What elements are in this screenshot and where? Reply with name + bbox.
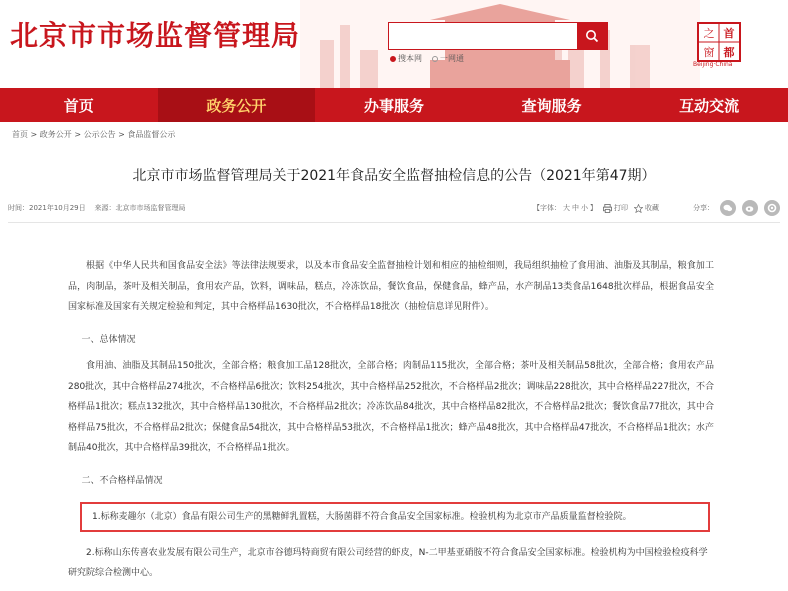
nav-item-interaction[interactable]: 互动交流 bbox=[679, 96, 740, 115]
logo-char: 都 bbox=[723, 46, 735, 59]
search-scope bbox=[390, 53, 464, 64]
section-heading: 一、总体情况 bbox=[81, 334, 136, 345]
font-size-control bbox=[533, 203, 597, 213]
nav-item-home[interactable]: 首页 bbox=[63, 96, 94, 115]
logo-char: 窗 bbox=[703, 46, 715, 59]
nav-item-query[interactable]: 查询服务 bbox=[521, 96, 582, 115]
star-icon bbox=[634, 204, 643, 213]
search-button[interactable] bbox=[577, 23, 607, 49]
font-size-small[interactable]: 小 bbox=[581, 204, 588, 212]
site-header bbox=[0, 0, 788, 88]
logo-caption: Beijing·China bbox=[693, 61, 733, 68]
scope-option-site[interactable] bbox=[390, 53, 422, 64]
settings-icon bbox=[767, 203, 777, 213]
article-body bbox=[68, 256, 714, 497]
article-source: 来源：北京市市场监督管理局 bbox=[94, 204, 186, 212]
logo-char: 之 bbox=[703, 27, 715, 40]
radio-selected-icon bbox=[390, 56, 396, 62]
scope-option-all[interactable] bbox=[432, 53, 464, 64]
search-icon bbox=[585, 29, 599, 43]
scope-option-label: 一网通 bbox=[440, 54, 464, 63]
print-label: 打印 bbox=[614, 204, 628, 212]
font-size-large[interactable]: 大 bbox=[563, 204, 570, 212]
search-box bbox=[388, 22, 608, 50]
article-meta bbox=[8, 200, 780, 216]
more-share-button[interactable] bbox=[764, 200, 780, 216]
share-label: 分享： bbox=[693, 204, 714, 212]
favorite-button[interactable] bbox=[634, 203, 659, 213]
meta-divider bbox=[8, 222, 780, 223]
wechat-icon bbox=[723, 203, 733, 213]
wechat-share-button[interactable] bbox=[720, 200, 736, 216]
meta-info bbox=[8, 203, 186, 213]
article-tools bbox=[533, 200, 780, 216]
nav-item-government-affairs[interactable]: 政务公开 bbox=[158, 88, 316, 122]
unqualified-item-2: 2.标称山东传喜农业发展有限公司生产，北京市谷德玛特商贸有限公司经营的虾皮，N-二甲基亚硝胺不符合食品安全国家标准。检验机构为中国检验检疫科学研究院综合检测中心。 bbox=[68, 548, 708, 578]
site-title[interactable]: 北京市市场监督管理局 bbox=[10, 19, 301, 52]
radio-unselected-icon bbox=[432, 56, 438, 62]
capital-window-logo[interactable] bbox=[697, 22, 741, 62]
scope-option-label: 搜本网 bbox=[398, 54, 422, 63]
weibo-share-button[interactable] bbox=[742, 200, 758, 216]
weibo-icon bbox=[745, 203, 755, 213]
article-title: 北京市市场监督管理局关于2021年食品安全监督抽检信息的公告（2021年第47期） bbox=[132, 168, 656, 184]
search-input[interactable] bbox=[389, 23, 577, 49]
overview-paragraph: 食用油、油脂及其制品150批次，全部合格；粮食加工品128批次，全部合格；肉制品115批次，全部合格；茶叶及相关制品58批次，全部合格；食用农产品280批次，其中合格样品274批次，不合格样品6批次；饮料254批次，其中合格样品252批次，不合格样品2批次；调味品228批次，其中合格样品227批次，不合格样品1批次；糕点132批次，其中合格样品130批次，不合格样品2批次；冷冻饮品84批次，其中合格样品82批次，不合格样品2批次；餐饮食品77批次，其中合格样品75批次，不合格样品2批次；保健食品54批次，其中合格样品53批次，不合格样品1批次；蜂产品48批次，其中合格样品47批次，不合格样品1批次；水产制品40批次，其中合格样品39批次，不合格样品1批次。 bbox=[68, 361, 714, 453]
main-nav bbox=[0, 88, 788, 122]
font-label-close: 】 bbox=[590, 204, 597, 212]
nav-item-services[interactable]: 办事服务 bbox=[363, 96, 424, 115]
section-heading: 二、不合格样品情况 bbox=[81, 475, 163, 486]
publish-time: 时间：2021年10月29日 bbox=[8, 204, 86, 212]
font-label: 【字体： bbox=[533, 204, 561, 212]
highlighted-item-1: 1.标称麦趣尔（北京）食品有限公司生产的黑糖鲜乳置糕，大肠菌群不符合食品安全国家标准。检验机构为北京市产品质量监督检验院。 bbox=[80, 502, 710, 532]
print-icon bbox=[603, 204, 612, 213]
logo-char: 首 bbox=[723, 27, 735, 40]
favorite-label: 收藏 bbox=[645, 204, 659, 212]
print-button[interactable] bbox=[603, 203, 628, 213]
intro-paragraph: 根据《中华人民共和国食品安全法》等法律法规要求，以及本市食品安全监督抽检计划和相应的抽检细则，我局组织抽检了食用油、油脂及其制品，粮食加工品，肉制品，茶叶及相关制品，食用农产品，饮料，调味品，糕点，冷冻饮品，餐饮食品，保健食品，蜂产品，水产制品13类食品1648批次样品，根据食品安全国家标准及国家有关规定检验和判定，其中合格样品1630批次，不合格样品18批次（抽检信息详见附件）。 bbox=[68, 261, 714, 312]
font-size-medium[interactable]: 中 bbox=[572, 204, 579, 212]
breadcrumb[interactable]: 首页 > 政务公开 > 公示公告 > 食品监督公示 bbox=[12, 130, 176, 139]
